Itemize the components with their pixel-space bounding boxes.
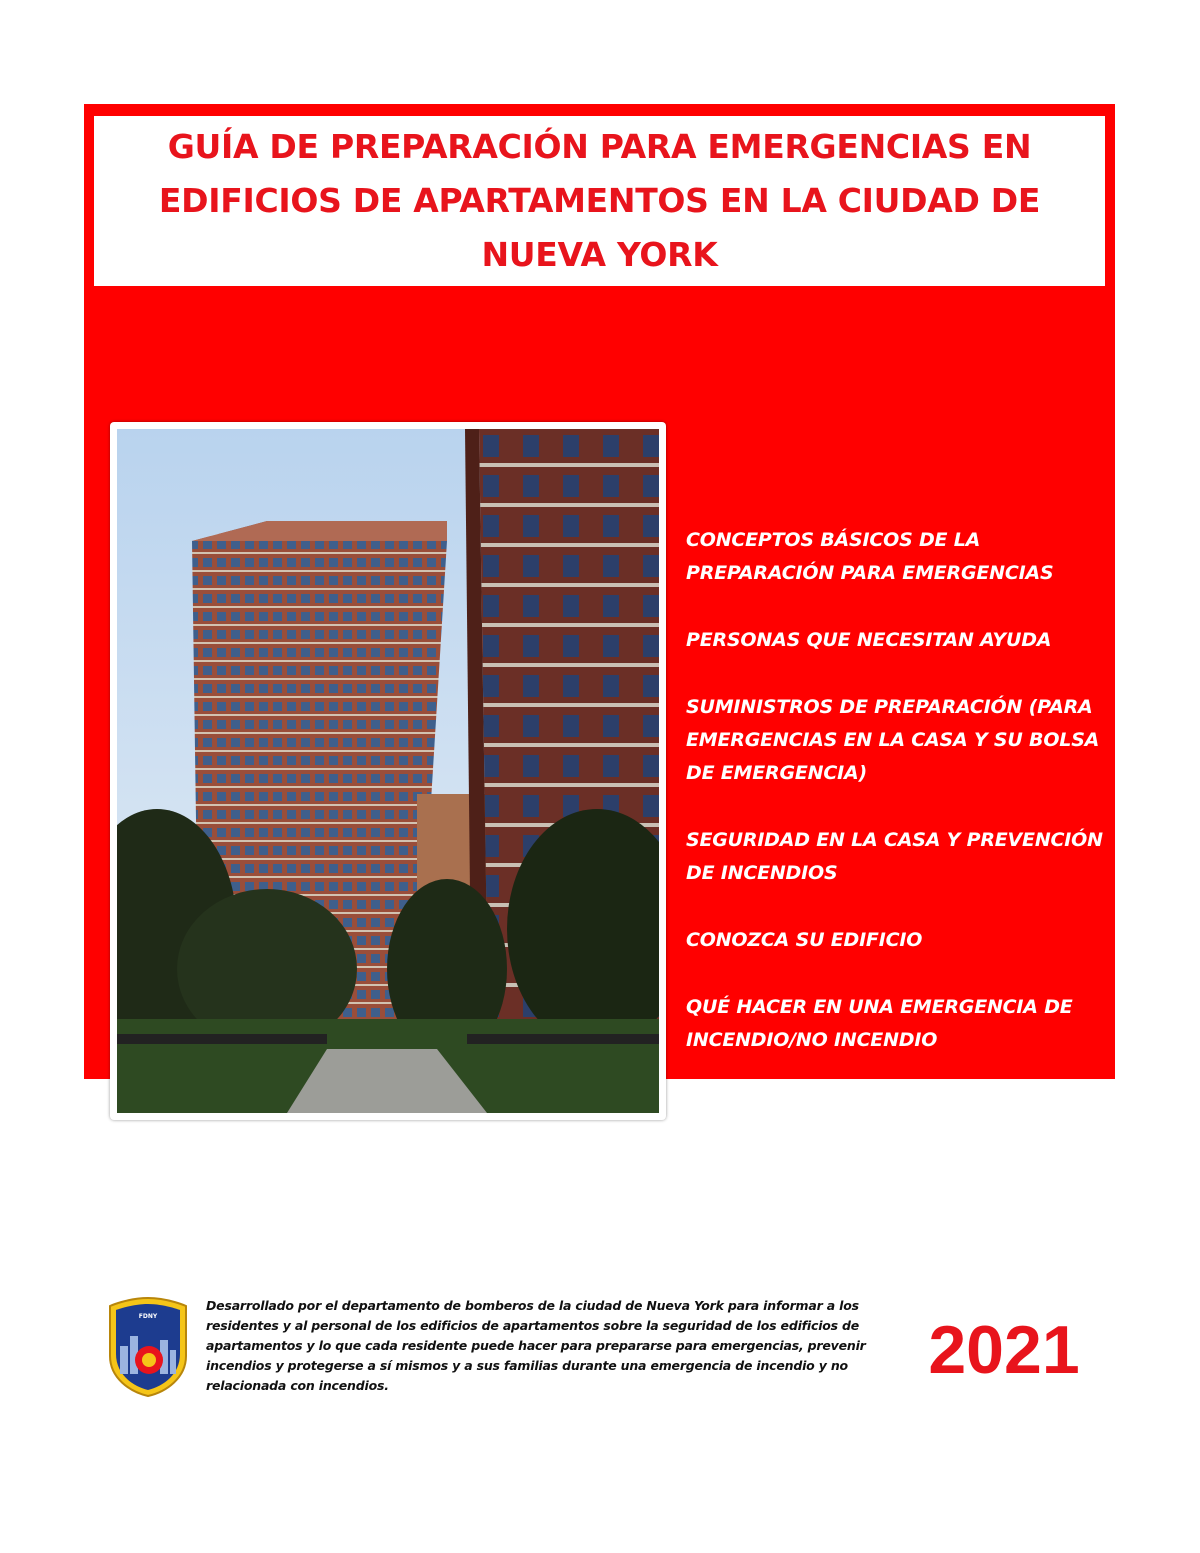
building-photo-image (117, 429, 659, 1113)
topic-item: CONCEPTOS BÁSICOS DE LA PREPARACIÓN PARA EMERGENCIAS (686, 1096, 1054, 1151)
topic-item: SEGURIDAD EN LA CASA Y PREVENCIÓN DE INCENDIOS (686, 829, 1103, 884)
svg-text:FDNY: FDNY (138, 1313, 158, 1320)
topic-item: QUÉ HACER EN UNA EMERGENCIA DE INCENDIO/NO INCENDIO (686, 996, 1073, 1051)
page-title: GUÍA DE PREPARACIÓN PARA EMERGENCIAS EN EDIFICIOS DE APARTAMENTOS EN LA CIUDAD DE NUEVA YORK (158, 127, 1041, 274)
topic-item: CONOZCA SU EDIFICIO (686, 929, 923, 951)
cover-panel (84, 104, 1115, 1393)
title-box (94, 116, 1105, 286)
topic-item: CONCEPTOS BÁSICOS DE LA PREPARACIÓN PARA EMERGENCIAS (686, 529, 1054, 584)
building-photo (110, 422, 666, 1120)
topic-list (686, 524, 1106, 1191)
footer-box (94, 1288, 1105, 1410)
fdny-badge-icon (106, 1296, 190, 1398)
topic-item: PERSONAS QUE NECESITAN AYUDA (686, 629, 1052, 651)
footer-description: Desarrollado por el departamento de bomberos de la ciudad de Nueva York para informar a los residentes y al personal de los edificios de apartamentos sobre la seguridad de los edificios de apartamentos y lo que cada residente puede hacer para prepararse para emergencias, prevenir incendios y protegerse a sí mismos y a sus familias durante una emergencia de incendio y no relacionada con incendios. (206, 1298, 866, 1393)
year-label: 2021 (928, 1312, 1080, 1388)
topic-item: SUMINISTROS DE PREPARACIÓN (PARA EMERGENCIAS EN LA CASA Y SU BOLSA DE EMERGENCIA) (686, 696, 1100, 784)
